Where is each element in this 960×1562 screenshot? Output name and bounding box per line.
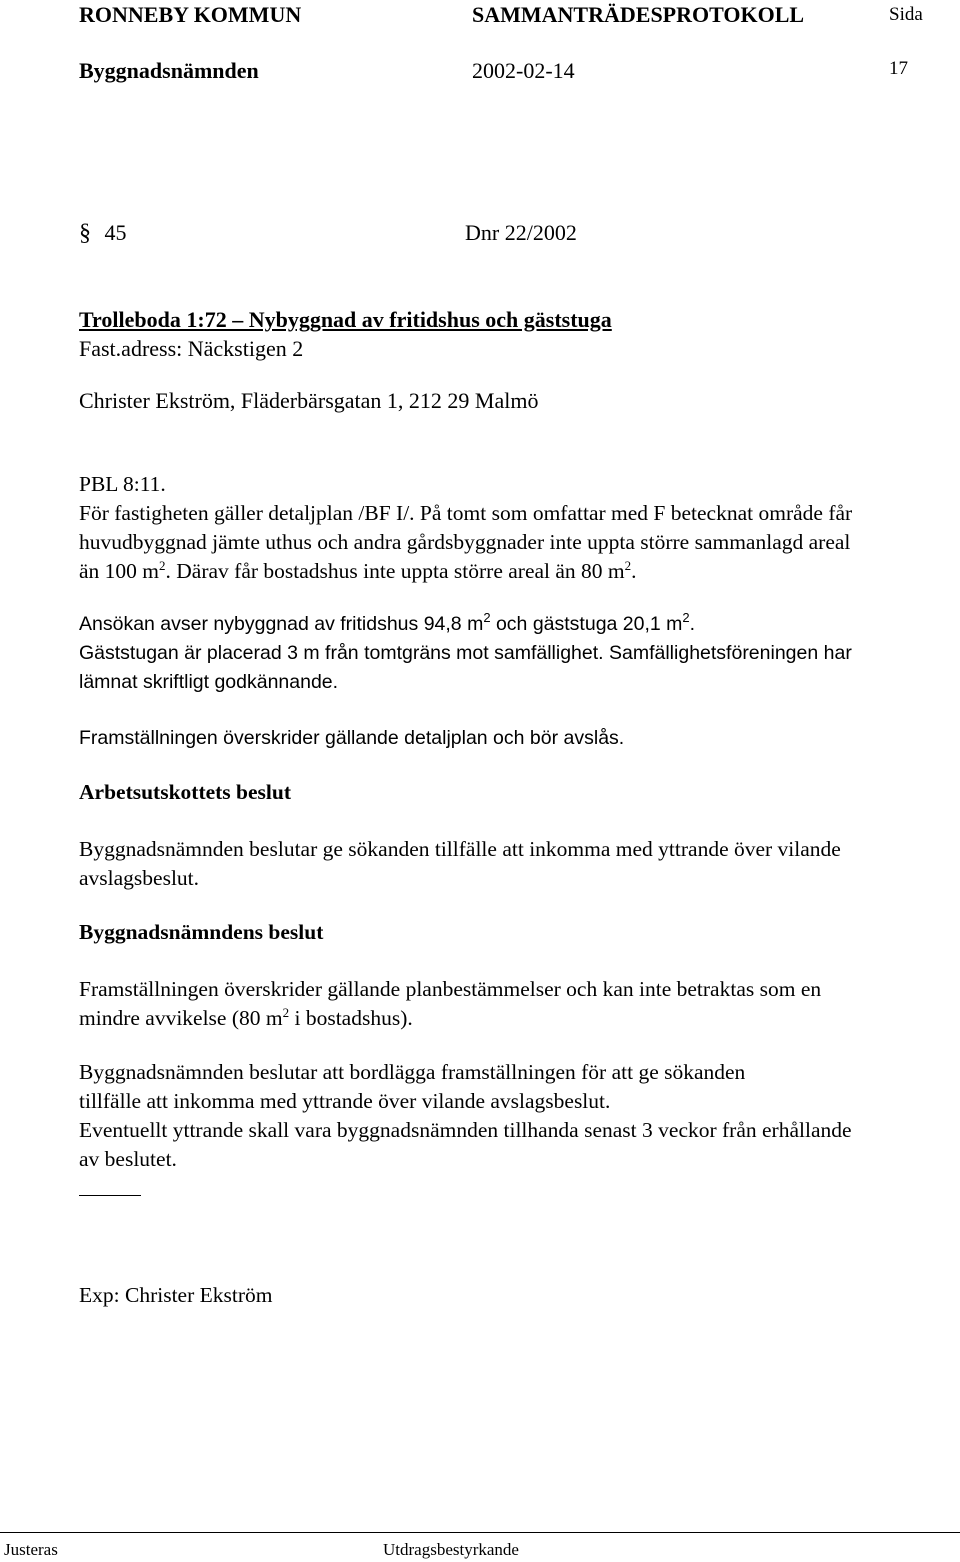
case-title: Trolleboda 1:72 – Nybyggnad av fritidshus och gäststuga (79, 307, 612, 332)
footer-justeras: Justeras (4, 1540, 58, 1559)
text-line: Framställningen överskrider gällande planbestämmelser och kan inte betraktas som en (79, 977, 822, 1001)
paragraph-symbol: § (79, 220, 91, 246)
text-line: av beslutet. (79, 1147, 177, 1171)
meeting-date: 2002-02-14 (472, 58, 575, 83)
assessment: Framställningen överskrider gällande detaljplan och bör avslås. (79, 727, 625, 749)
board-decision-text (79, 975, 959, 1033)
page-number: 17 (889, 58, 908, 79)
detail-plan-paragraph (79, 470, 959, 586)
property-address: Fast.adress: Näckstigen 2 (79, 336, 304, 361)
text-line: Byggnadsnämnden beslutar att bordlägga framställningen för att ge sökanden (79, 1060, 746, 1084)
page-label: Sida (889, 4, 923, 25)
text-line: tillfälle att inkomma med yttrande över vilande avslagsbeslut. (79, 1089, 611, 1113)
board-decision-heading: Byggnadsnämndens beslut (79, 920, 324, 944)
text-line: än 100 $m^2$. Därav får bostadshus inte uppta större areal än 80 $m^2$. (79, 558, 637, 583)
applicant: Christer Ekström, Fläderbärsgatan 1, 212 29 Malmö (79, 388, 539, 413)
text-line: huvudbyggnad jämte uthus och andra gårdsbyggnader inte uppta större sammanlagd areal (79, 530, 851, 554)
footer-divider (0, 1532, 960, 1533)
diary-number: Dnr 22/2002 (465, 220, 577, 245)
document-type: SAMMANTRÄDESPROTOKOLL (472, 2, 805, 27)
case-title-block (79, 305, 612, 363)
dispatch-note: Exp: Christer Ekström (79, 1283, 273, 1307)
paragraph-number: 45 (104, 220, 127, 245)
text-line: mindre avvikelse (80 $m^2$ i bostadshus). (79, 1005, 413, 1030)
text-line: Ansökan avser nybyggnad av fritidshus 94,8 $m^2$ och gäststuga 20,1 $m^2$. (79, 610, 696, 635)
paragraph-reference (79, 220, 127, 247)
text-line: För fastigheten gäller detaljplan /BF I/. På tomt som omfattar med F betecknat område får (79, 501, 853, 525)
text-line: Byggnadsnämnden beslutar ge sökanden tillfälle att inkomma med yttrande över vilande (79, 837, 841, 861)
committee-decision-text (79, 835, 959, 893)
pbl-reference: PBL 8:11. (79, 472, 166, 496)
text-line: Eventuellt yttrande skall vara byggnadsnämnden tillhanda senast 3 veckor från erhållande (79, 1118, 852, 1142)
footer-utdragsbestyrkande: Utdragsbestyrkande (383, 1540, 519, 1559)
board-decision-continuation (79, 1058, 959, 1174)
text-line: Gäststugan är placerad 3 m från tomtgräns mot samfällighet. Samfällighetsföreningen har (79, 642, 852, 664)
text-line: avslagsbeslut. (79, 866, 200, 890)
committee-name: Byggnadsnämnden (79, 58, 259, 83)
application-paragraph (79, 610, 959, 697)
divider-line (79, 1195, 141, 1196)
organization-name: RONNEBY KOMMUN (79, 2, 302, 27)
text-line: lämnat skriftligt godkännande. (79, 671, 339, 693)
committee-decision-heading: Arbetsutskottets beslut (79, 780, 292, 804)
